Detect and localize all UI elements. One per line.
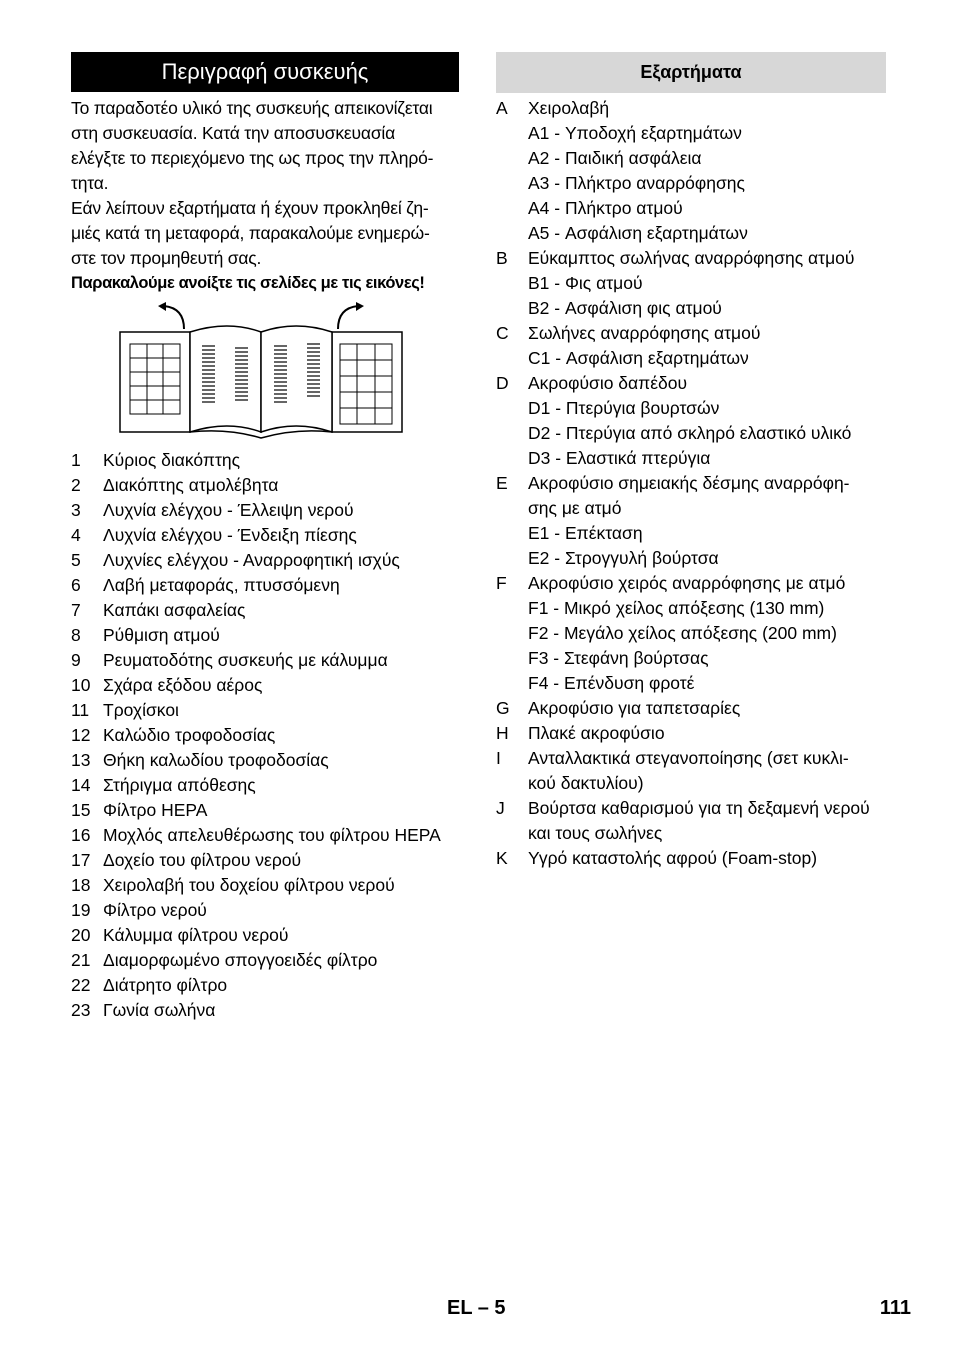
item-label: Σωλήνες αναρρόφησης ατμού [528,323,761,343]
item-label: Φίλτρο HEPA [103,800,208,820]
item-label: F2 - Μεγάλο χείλος απόξεσης (200 mm) [528,623,837,643]
item-label: Ακροφύσιο δαπέδου [528,373,688,393]
item-label: Υγρό καταστολής αφρού (Foam-stop) [528,848,818,868]
item-number: 6 [71,575,81,595]
open-pages-note: Παρακαλούμε ανοίξτε τις σελίδες με τις εικόνες! [71,274,425,292]
item-key: A [496,98,508,118]
list-item [71,598,471,623]
item-label: Φίλτρο νερού [103,900,207,920]
intro-line: στη συσκευασία. Κατά την αποσυσκευασία [71,123,396,143]
list-item [496,471,886,496]
item-label: Κάλυμμα φίλτρου νερού [103,925,289,945]
footer-language-page: EL – 5 [447,1297,506,1319]
item-label: Γωνία σωλήνα [103,1000,216,1020]
item-label: Δοχείο του φίλτρου νερού [103,850,302,870]
item-label: A5 - Ασφάλιση εξαρτημάτων [528,223,748,243]
list-item [496,596,886,621]
item-label: Ακροφύσιο χειρός αναρρόφησης με ατμό [528,573,846,593]
list-item [71,798,471,823]
item-label: σης με ατμό [528,498,622,518]
item-number: 18 [71,875,91,895]
item-key: F [496,573,507,593]
item-label: Μοχλός απελευθέρωσης του φίλτρου HEPA [103,825,441,845]
item-key: H [496,723,509,743]
item-number: 3 [71,500,81,520]
item-number: 7 [71,600,81,620]
item-key: K [496,848,508,868]
intro-line: Εάν λείπουν εξαρτήματα ή έχουν προκληθεί ζη- [71,198,429,218]
item-label: F4 - Επένδυση φροτέ [528,673,695,693]
item-label: D3 - Ελαστικά πτερύγια [528,448,711,468]
item-number: 12 [71,725,91,745]
list-item [496,371,886,396]
right-column [496,52,886,871]
item-label: Λυχνία ελέγχου - Ένδειξη πίεσης [103,525,357,545]
item-key: C [496,323,509,343]
item-label: B1 - Φις ατμού [528,273,643,293]
list-item [71,523,471,548]
item-label: Κύριος διακόπτης [103,450,241,470]
list-item [496,121,886,146]
list-item [71,998,471,1023]
list-item [496,171,886,196]
item-number: 9 [71,650,81,670]
item-label: Καπάκι ασφαλείας [103,600,246,620]
list-item [496,821,886,846]
list-item [71,473,471,498]
item-label: A4 - Πλήκτρο ατμού [528,198,683,218]
list-item [71,823,471,848]
list-item [496,421,886,446]
item-label: Διακόπτης ατμολέβητα [103,475,279,495]
item-label: D1 - Πτερύγια βουρτσών [528,398,720,418]
item-label: Ακροφύσιο σημειακής δέσμης αναρρόφη- [528,473,850,493]
item-label: Θήκη καλωδίου τροφοδοσίας [103,750,329,770]
open-book-illustration [118,302,406,442]
item-label: F3 - Στεφάνη βούρτσας [528,648,709,668]
item-number: 2 [71,475,81,495]
item-key: J [496,798,505,818]
accessories-list [496,96,886,871]
item-label: A1 - Υποδοχή εξαρτημάτων [528,123,742,143]
item-number: 15 [71,800,91,820]
list-item [496,796,886,821]
list-item [496,296,886,321]
item-label: Ρύθμιση ατμού [103,625,220,645]
intro-line: Το παραδοτέο υλικό της συσκευής απεικονίζεται [71,98,433,118]
item-label: Λυχνία ελέγχου - Έλλειψη νερού [103,500,354,520]
item-label: Εύκαμπτος σωλήνας αναρρόφησης ατμού [528,248,855,268]
item-number: 22 [71,975,91,995]
list-item [496,771,886,796]
list-item [71,948,471,973]
list-item [71,498,471,523]
item-label: F1 - Μικρό χείλος απόξεσης (130 mm) [528,598,825,618]
list-item [71,548,471,573]
list-item [496,246,886,271]
item-label: Διαμορφωμένο σπογγοειδές φίλτρο [103,950,378,970]
item-label: Σχάρα εξόδου αέρος [103,675,263,695]
item-number: 21 [71,950,91,970]
list-item [496,396,886,421]
list-item [496,196,886,221]
item-label: Λυχνίες ελέγχου - Αναρροφητική ισχύς [103,550,400,570]
item-key: I [496,748,501,768]
list-item [71,973,471,998]
footer-page-number: 111 [879,1297,911,1319]
item-number: 17 [71,850,91,870]
item-label: E1 - Επέκταση [528,523,643,543]
item-label: Ακροφύσιο για ταπετσαρίες [528,698,741,718]
list-item [496,96,886,121]
intro-text [71,96,459,296]
intro-line: τητα. [71,173,109,193]
item-label: A3 - Πλήκτρο αναρρόφησης [528,173,745,193]
list-item [496,521,886,546]
list-item [496,671,886,696]
item-number: 23 [71,1000,91,1020]
list-item [71,723,471,748]
list-item [71,773,471,798]
section-title: Περιγραφή συσκευής [71,52,459,92]
list-item [496,721,886,746]
list-item [496,271,886,296]
list-item [71,848,471,873]
list-item [496,696,886,721]
list-item [71,698,471,723]
list-item [71,648,471,673]
list-item [496,546,886,571]
item-key: D [496,373,509,393]
list-item [496,646,886,671]
list-item [71,873,471,898]
list-item [71,748,471,773]
list-item [496,846,886,871]
intro-line: στε τον προμηθευτή σας. [71,248,262,268]
item-label: Λαβή μεταφοράς, πτυσσόμενη [103,575,340,595]
item-number: 14 [71,775,91,795]
item-number: 11 [71,700,90,720]
item-label: Βούρτσα καθαρισμού για τη δεξαμενή νερού [528,798,870,818]
item-label: B2 - Ασφάλιση φις ατμού [528,298,722,318]
item-label: Ανταλλακτικά στεγανοποίησης (σετ κυκλι- [528,748,849,768]
item-label: Στήριγμα απόθεσης [103,775,256,795]
item-label: και τους σωλήνες [528,823,663,843]
list-item [496,621,886,646]
item-label: E2 - Στρογγυλή βούρτσα [528,548,719,568]
list-item [496,321,886,346]
list-item [496,571,886,596]
list-item [496,496,886,521]
list-item [71,623,471,648]
list-item [71,573,471,598]
item-label: Ρευματοδότης συσκευής με κάλυμμα [103,650,388,670]
item-number: 10 [71,675,91,695]
list-item [496,146,886,171]
item-number: 13 [71,750,91,770]
list-item [496,346,886,371]
component-list [71,448,471,1023]
item-number: 8 [71,625,81,645]
item-label: A2 - Παιδική ασφάλεια [528,148,702,168]
list-item [71,898,471,923]
item-label: Πλακέ ακροφύσιο [528,723,665,743]
intro-line: μιές κατά τη μεταφορά, παρακαλούμε ενημερώ- [71,223,430,243]
intro-line: ελέγξτε το περιεχόμενο της ως προς την πληρό- [71,148,434,168]
item-number: 1 [71,450,81,470]
accessories-title: Εξαρτήματα [496,52,886,93]
list-item [71,448,471,473]
item-number: 20 [71,925,91,945]
item-key: B [496,248,508,268]
list-item [496,221,886,246]
item-number: 4 [71,525,81,545]
item-label: Τροχίσκοι [103,700,179,720]
item-label: Διάτρητο φίλτρο [103,975,228,995]
item-number: 16 [71,825,91,845]
item-key: G [496,698,510,718]
list-item [71,673,471,698]
item-label: Χειρολαβή του δοχείου φίλτρου νερού [103,875,395,895]
list-item [496,746,886,771]
item-key: E [496,473,508,493]
list-item [71,923,471,948]
item-label: Χειρολαβή [528,98,610,118]
item-label: C1 - Ασφάλιση εξαρτημάτων [528,348,749,368]
item-label: D2 - Πτερύγια από σκληρό ελαστικό υλικό [528,423,852,443]
item-number: 5 [71,550,81,570]
item-label: Καλώδιο τροφοδοσίας [103,725,276,745]
left-column [71,52,459,1020]
item-number: 19 [71,900,91,920]
item-label: κού δακτυλίου) [528,773,644,793]
list-item [496,446,886,471]
